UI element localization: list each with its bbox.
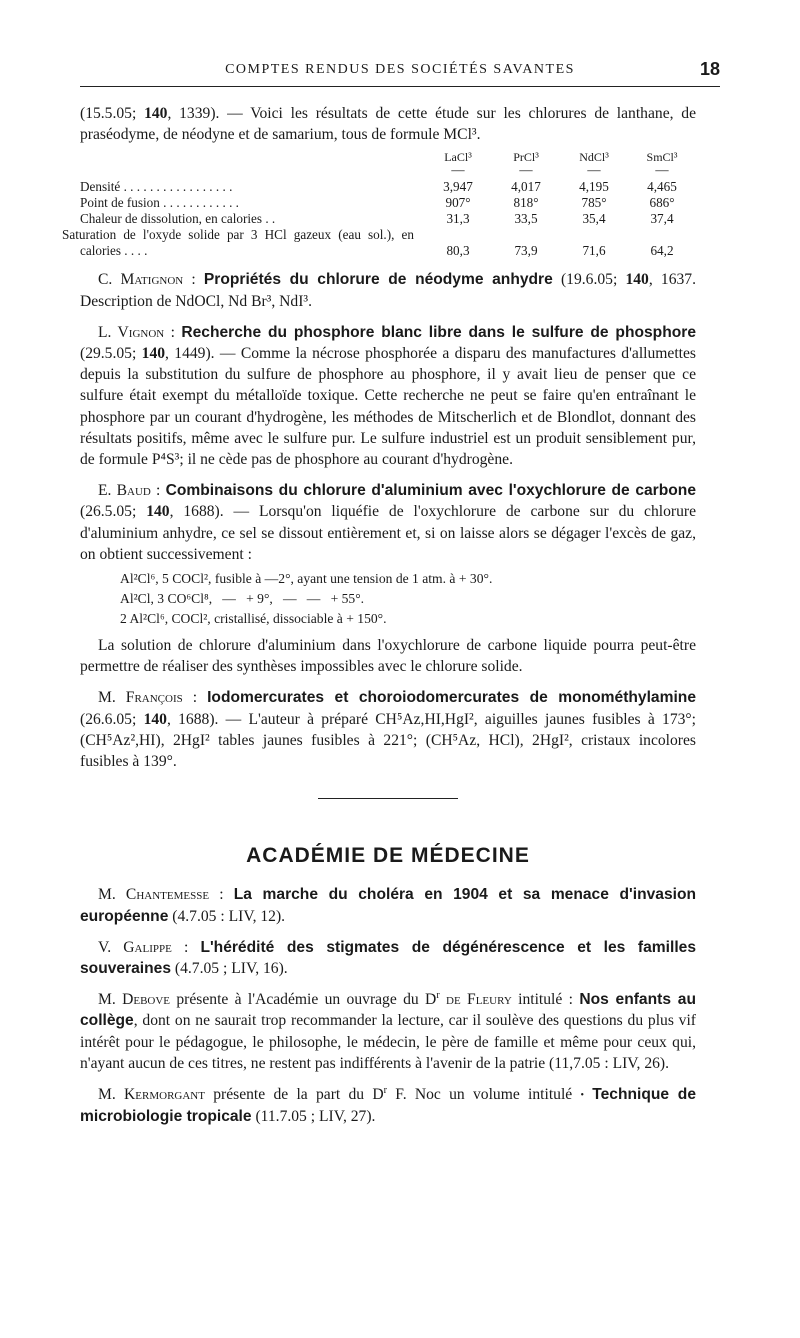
entry-galippe: V. Galippe : L'hérédité des stigmates de dégénérescence et les familles souveraines (4.7.05 ; LIV, 16). (80, 938, 696, 978)
entry-debove (80, 989, 696, 1074)
entry-ref-end: , 1449). (165, 345, 215, 363)
intro-paragraph (80, 103, 696, 145)
entry-title: Technique de microbiologie tropicale (80, 1086, 696, 1126)
table-cell: 80,3 (446, 243, 470, 259)
section-title: ACADÉMIE DE MÉDECINE (246, 844, 530, 868)
table-cell: 33,5 (514, 211, 538, 227)
table-row-label: Densité . . . . . . . . . . . . . . . . . (80, 179, 233, 195)
entry-chantemesse: M. Chantemesse : La marche du choléra en 1904 et sa menace d'invasion européenne (4.7.05 : LIV, 12). (80, 886, 696, 925)
table-row-label: Chaleur de dissolution, en calories . . (80, 211, 276, 227)
chlorides-table (62, 149, 696, 259)
table-cell: 64,2 (650, 243, 674, 259)
table-col-header: LaCl³ (444, 150, 472, 165)
table-header-row (80, 149, 696, 165)
entry-francois: M. François : Iodomercurates et choroiodomercurates de monométhylamine (26.6.05; 140, 1688). — L'auteur à préparé CH⁵Az,HI,HgI², aiguilles jaunes fusibles à 173°; (CH⁵Az²,HI), 2HgI² tables jaunes fusibles à 221°; (CH⁵Az, HCl), 2HgI², cristaux incolores fusibles à 139°. (80, 689, 696, 771)
entry-matignon: C. Matignon : Propriétés du chlorure de néodyme anhydre (19.6.05; 140, 1637. Description de NdOCl, Nd Br³, NdI³. (80, 271, 696, 310)
author: L. Vignon (98, 323, 165, 341)
entry-ref: (4.7.05 : LIV, 12). (168, 907, 286, 925)
table-dash-row: — — — — (451, 162, 669, 178)
entry-kermorgant (80, 1084, 696, 1127)
entry-ref: (11.7.05 ; LIV, 27). (251, 1108, 376, 1126)
table-row (80, 227, 696, 259)
running-header (80, 59, 720, 87)
formula-line: Al²Cl⁶, 5 COCl², fusible à —2°, ayant une tension de 1 atm. à + 30°. (120, 571, 493, 587)
table-cell: 4,465 (647, 179, 677, 195)
table-row (80, 211, 696, 227)
table-cell: 686° (649, 195, 675, 211)
entry-volume: 140 (625, 271, 649, 289)
formula-line: Al²Cl, 3 CO⁶Cl⁸, — + 9°, — — + 55°. (120, 591, 365, 607)
entry-title: Propriétés du chlorure de néodyme anhydre (203, 271, 553, 289)
intro-volume: 140 (144, 105, 168, 122)
entry-baud: E. Baud : Combinaisons du chlorure d'aluminium avec l'oxychlorure de carbone (26.5.05; 140, 1688). — Lorsqu'on liquéfie de l'oxychlorure de carbone sur du chlorure d'aluminium anhydre, ce sel se dissout entièrement et, si on laisse alors se dégager l'excès de gaz, on obtient successivement : (80, 482, 697, 563)
person-name: de Fleury (439, 991, 512, 1009)
table-cell: 4,195 (579, 179, 609, 195)
entry-text: — Lorsqu'on liquéfie de l'oxychlorure de carbone sur du chlorure d'aluminium anhydre, ce sel se dissout entièrement et, si on laisse alors se dégager l'excès de gaz, on obtient successivement : (80, 503, 697, 563)
entry-text: intitulé : (511, 991, 580, 1009)
entry-volume: 140 (146, 503, 170, 521)
entry-text: présente à l'Académie un ouvrage du D (170, 991, 437, 1009)
entry-ref-end: , 1688). (166, 710, 219, 728)
entry-title: L'hérédité des stigmates de dégénérescence et les familles souveraines (80, 938, 696, 978)
formula-list (120, 569, 696, 629)
author: M. Kermorgant (98, 1086, 205, 1104)
entry-text: F. Noc un volume intitulé (387, 1086, 581, 1104)
formula-line: 2 Al²Cl⁶, COCl², cristallisé, dissociable à + 150°. (120, 611, 387, 627)
section-divider (318, 798, 458, 799)
table-cell: 73,9 (514, 243, 538, 259)
entry-text: , dont on ne saurait trop recommander la lecture, car il soulève des questions du plus vif intérêt pour le pédagogue, le philosophe, le médecin, le père de famille et même pour ceux qui, n'ayant aucun de ces titres, ne restent pas indifférents à l'avenir de la patrie (11,7.05 : LIV, 26). (80, 1012, 696, 1072)
entry-volume: 140 (143, 710, 167, 728)
table-col-header: PrCl³ (513, 150, 539, 165)
author: M. Debove (98, 991, 171, 1009)
entry-text: présente de la part du D (204, 1086, 384, 1104)
entry-vignon: L. Vignon : Recherche du phosphore blanc libre dans le sulfure de phosphore (29.5.05; 140, 1449). — Comme la nécrose phosphorée a disparu des manufactures d'allumettes depuis la substitution du sulfure de phosphore au phosphore, il y avait lieu de penser que ce sulfure était exempt du métalloïde toxique. Cette recherche ne peut se faire qu'en entraînant le phosphore par un courant d'hydrogène, les méthodes de Mitscherlich et de Blondlot, donnant des résultats positifs, même avec le sulfure pur. Le sulfure industriel est un produit sensiblement pur, de formule P⁴S³; il ne cède pas de phosphore au courant d'hydrogène. (80, 323, 697, 469)
entry-ref-end: , 1637. (648, 271, 696, 289)
table-row (80, 179, 696, 195)
table-cell: 31,3 (446, 211, 470, 227)
superscript: r (383, 1084, 387, 1096)
page-content (62, 103, 697, 1127)
intro-ref-end: , 1339). (167, 105, 220, 122)
entry-ref: (29.5.05; (80, 345, 142, 363)
entry-ref-end: , 1688). (169, 503, 224, 521)
entry-title: La marche du choléra en 1904 et sa menace d'invasion européenne (80, 886, 696, 925)
table-cell: 71,6 (582, 243, 606, 259)
entry-ref: (26.5.05; (80, 503, 147, 521)
entry-title: Iodomercurates et choroiodomercurates de monométhylamine (207, 689, 696, 707)
entry-text: Description de NdOCl, Nd Br³, NdI³. (80, 292, 312, 310)
superscript: r (436, 990, 440, 1002)
table-cell: 35,4 (582, 211, 606, 227)
table-cell: 818° (513, 195, 539, 211)
entry-title: Combinaisons du chlorure d'aluminium avec l'oxychlorure de carbone (165, 482, 696, 500)
table-row (80, 195, 696, 211)
author: M. François (98, 689, 183, 707)
entry-title: Recherche du phosphore blanc libre dans le sulfure de phosphore (181, 323, 696, 341)
table-cell: 785° (581, 195, 607, 211)
entry-text: — L'auteur à préparé CH⁵Az,HI,HgI², aiguilles jaunes fusibles à 173°; (CH⁵Az²,HI), 2HgI² tables jaunes fusibles à 221°; (CH⁵Az, HCl), 2HgI², cristaux incolores fusibles à 139°. (80, 710, 696, 771)
table-row-label: Saturation de l'oxyde solide par 3 HCl gazeux (eau sol.), en calories . . . . (62, 227, 414, 259)
entry-baud-conclusion: La solution de chlorure d'aluminium dans l'oxychlorure de carbone liquide pourra peut-être permettre de réaliser des synthèses impossibles avec le chlorure solide. (80, 637, 696, 676)
table-cell: 3,947 (443, 179, 473, 195)
table-col-header: SmCl³ (646, 150, 678, 165)
running-title: COMPTES RENDUS DES SOCIÉTÉS SAVANTES (225, 62, 575, 77)
author: M. Chantemesse (98, 886, 210, 904)
entry-volume: 140 (141, 345, 166, 363)
author: C. Matignon (98, 271, 184, 289)
table-cell: 907° (445, 195, 471, 211)
table-row-label: Point de fusion . . . . . . . . . . . . (80, 195, 239, 211)
intro-ref: (15.5.05; (80, 105, 145, 122)
table-col-header: NdCl³ (579, 150, 609, 165)
entry-ref: (19.6.05; (552, 271, 626, 289)
entry-text: — Comme la nécrose phosphorée a disparu des manufactures d'allumettes depuis la substitution du sulfure de phosphore au phosphore, il y avait lieu de penser que ce sulfure était exempt du métalloïde toxique. Cette recherche ne peut se faire qu'en entraînant le phosphore par un courant d'hydrogène, les méthodes de Mitscherlich et de Blondlot, donnant des résultats positifs, même avec le sulfure pur. Le sulfure industriel est un produit sensiblement pur, de formule P⁴S³; il ne cède pas de phosphore au courant d'hydrogène. (80, 345, 697, 469)
entry-ref: (26.6.05; (80, 710, 144, 728)
table-cell: 37,4 (650, 211, 674, 227)
author: V. Galippe (98, 938, 172, 956)
bullet-mark: • (580, 1089, 584, 1101)
page-number: 18 (699, 59, 720, 79)
entry-ref: (4.7.05 ; LIV, 16). (171, 960, 288, 978)
table-cell: 4,017 (511, 179, 541, 195)
intro-text: — Voici les résultats de cette étude sur les chlorures de lanthane, de praséodyme, de néodyne et de samarium, tous de formule MCl³. (80, 105, 696, 144)
entry-title: Nos enfants au collège (80, 991, 696, 1030)
author: E. Baud (98, 482, 151, 500)
